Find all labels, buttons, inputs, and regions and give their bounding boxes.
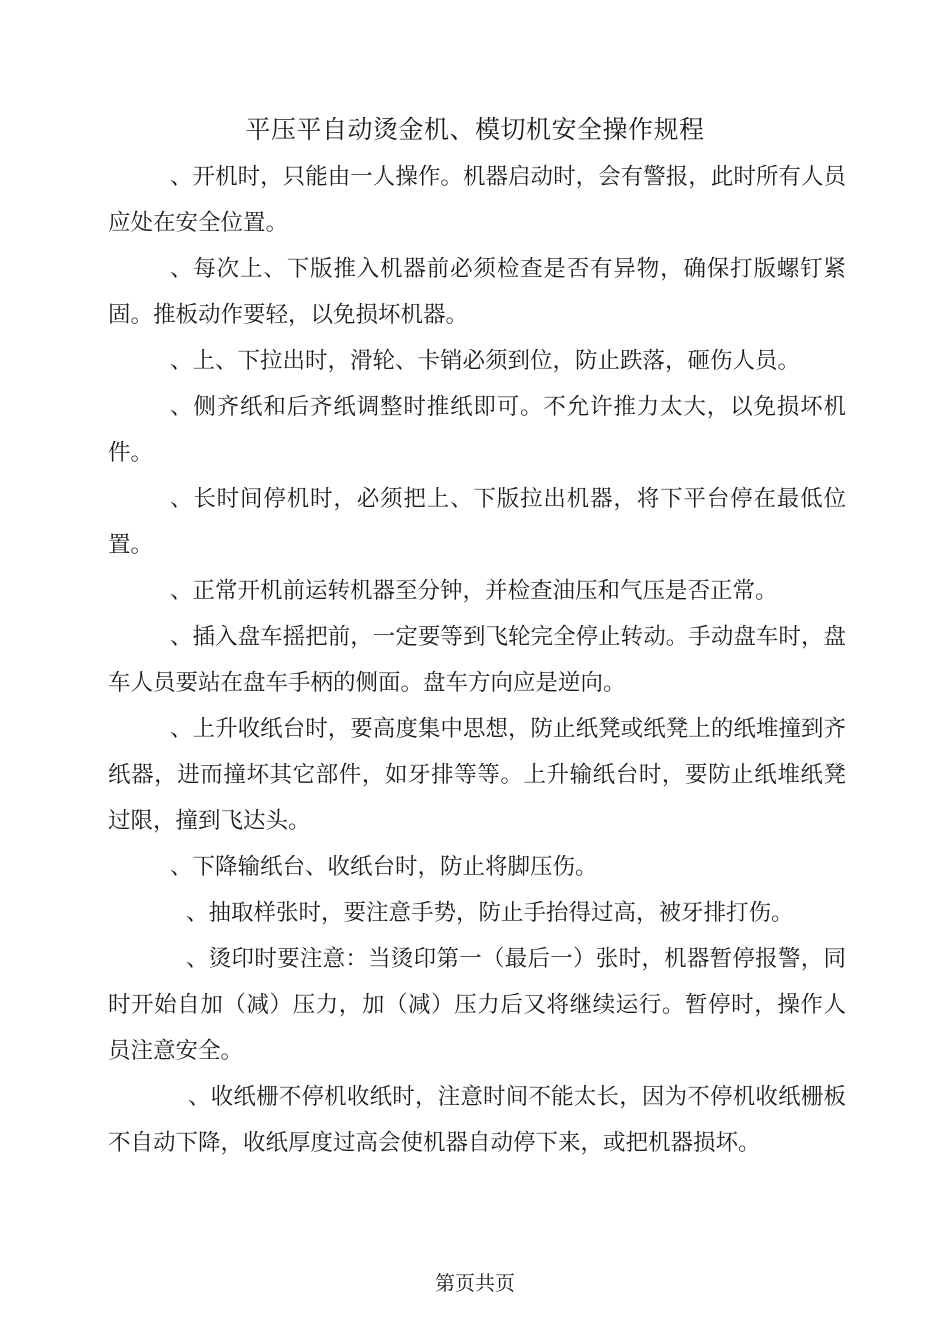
rule-paragraph-1: 、开机时，只能由一人操作。机器启动时，会有警报，此时所有人员应处在安全位置。 <box>108 164 846 236</box>
rule-paragraph-10: 、抽取样张时，要注意手势，防止手抬得过高，被牙排打伤。 <box>186 900 794 926</box>
rule-paragraph-9: 、下降输纸台、收纸台时，防止将脚压伤。 <box>170 854 598 880</box>
rule-paragraph-5: 、长时间停机时，必须把上、下版拉出机器，将下平台停在最低位置。 <box>108 486 846 558</box>
rule-paragraph-7: 、插入盘车摇把前，一定要等到飞轮完全停止转动。手动盘车时，盘车人员要站在盘车手柄的侧面。盘车方向应是逆向。 <box>108 624 846 696</box>
document-body <box>108 154 846 1166</box>
rule-paragraph-4: 、侧齐纸和后齐纸调整时推纸即可。不允许推力太大，以免损坏机件。 <box>108 394 846 466</box>
rule-paragraph-2: 、每次上、下版推入机器前必须检查是否有异物，确保打版螺钉紧固。推板动作要轻，以免损坏机器。 <box>108 256 846 328</box>
document-title: 平压平自动烫金机、模切机安全操作规程 <box>245 115 705 144</box>
page-footer: 第页共页 <box>435 1271 515 1295</box>
rule-paragraph-11: 、烫印时要注意：当烫印第一（最后一）张时，机器暂停报警，同时开始自加（减）压力，加（减）压力后又将继续运行。暂停时，操作人员注意安全。 <box>108 946 846 1064</box>
rule-paragraph-8: 、上升收纸台时，要高度集中思想，防止纸凳或纸凳上的纸堆撞到齐纸器，进而撞坏其它部件，如牙排等等。上升输纸台时，要防止纸堆纸凳过限，撞到飞达头。 <box>108 716 846 834</box>
rule-paragraph-12: 、收纸栅不停机收纸时，注意时间不能太长，因为不停机收纸栅板不自动下降，收纸厚度过高会使机器自动停下来，或把机器损坏。 <box>108 1084 846 1156</box>
rule-paragraph-3: 、上、下拉出时，滑轮、卡销必须到位，防止跌落，砸伤人员。 <box>170 348 801 374</box>
rule-paragraph-6: 、正常开机前运转机器至分钟，并检查油压和气压是否正常。 <box>170 578 778 604</box>
